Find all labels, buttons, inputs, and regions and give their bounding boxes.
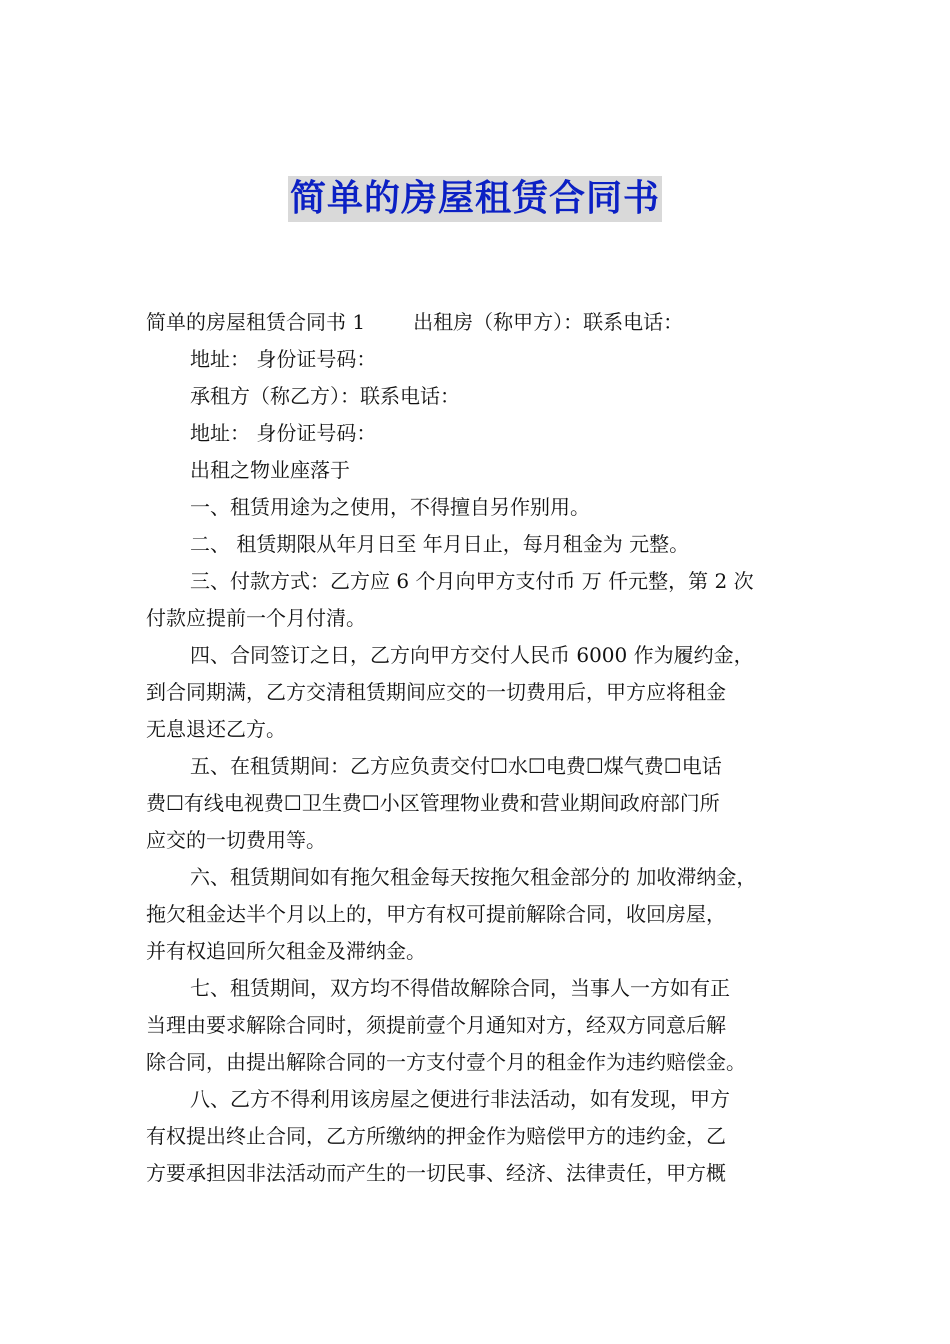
clause-5-line-2: 费☐有线电视费☐卫生费☐小区管理物业费和营业期间政府部门所 xyxy=(146,791,720,815)
clause-3 xyxy=(146,563,810,637)
clause-5-line-3: 应交的一切费用等。 xyxy=(146,828,326,852)
clause-1: 一、租赁用途为之使用，不得擅自另作别用。 xyxy=(190,495,590,519)
clause-7-line-1: 七、租赁期间，双方均不得借故解除合同，当事人一方如有正 xyxy=(190,976,730,1000)
clause-8 xyxy=(146,1081,810,1192)
contract-body xyxy=(146,304,810,1192)
clause-4-line-1: 四、合同签订之日，乙方向甲方交付人民币 6000 作为履约金， xyxy=(190,643,754,667)
clause-3-line-2: 付款应提前一个月付清。 xyxy=(146,606,366,630)
clause-7-line-2: 当理由要求解除合同时，须提前壹个月通知对方，经双方同意后解 xyxy=(146,1013,726,1037)
clause-8-line-2: 有权提出终止合同，乙方所缴纳的押金作为赔偿甲方的违约金，乙 xyxy=(146,1124,726,1148)
clause-4-line-3: 无息退还乙方。 xyxy=(146,717,286,741)
clause-8-line-3: 方要承担因非法活动而产生的一切民事、经济、法律责任，甲方概 xyxy=(146,1161,726,1185)
clause-6 xyxy=(146,859,810,970)
clause-8-line-1: 八、乙方不得利用该房屋之便进行非法活动，如有发现，甲方 xyxy=(190,1087,730,1111)
clause-4-line-2: 到合同期满，乙方交清租赁期间应交的一切费用后，甲方应将租金 xyxy=(146,680,726,704)
clause-3-line-1: 三、付款方式：乙方应 6 个月向甲方支付币 万 仟元整，第 2 次 xyxy=(190,569,754,593)
clause-6-line-2: 拖欠租金达半个月以上的，甲方有权可提前解除合同，收回房屋， xyxy=(146,902,726,926)
title-container xyxy=(0,176,950,222)
lessor-address-line: 地址： 身份证号码： xyxy=(190,347,377,371)
document-title: 简单的房屋租赁合同书 xyxy=(288,176,662,222)
clause-5 xyxy=(146,748,810,859)
clause-5-line-1: 五、在租赁期间：乙方应负责交付☐水☐电费☐煤气费☐电话 xyxy=(190,754,722,778)
clause-2: 二、 租赁期限从年月日至 年月日止，每月租金为 元整。 xyxy=(190,532,690,556)
lessee-line: 承租方（称乙方）：联系电话： xyxy=(190,384,460,408)
header-line-left: 简单的房屋租赁合同书 1 xyxy=(146,310,366,334)
clause-7-line-3: 除合同，由提出解除合同的一方支付壹个月的租金作为违约赔偿金。 xyxy=(146,1050,746,1074)
clause-7 xyxy=(146,970,810,1081)
clause-4 xyxy=(146,637,810,748)
header-line xyxy=(146,304,810,341)
header-line-right: 出租房（称甲方）：联系电话： xyxy=(413,310,684,334)
clause-6-line-1: 六、租赁期间如有拖欠租金每天按拖欠租金部分的 加收滞纳金， xyxy=(190,865,757,889)
lessee-address-line: 地址： 身份证号码： xyxy=(190,421,377,445)
clause-6-line-3: 并有权追回所欠租金及滞纳金。 xyxy=(146,939,426,963)
property-location-line: 出租之物业座落于 xyxy=(190,458,350,482)
